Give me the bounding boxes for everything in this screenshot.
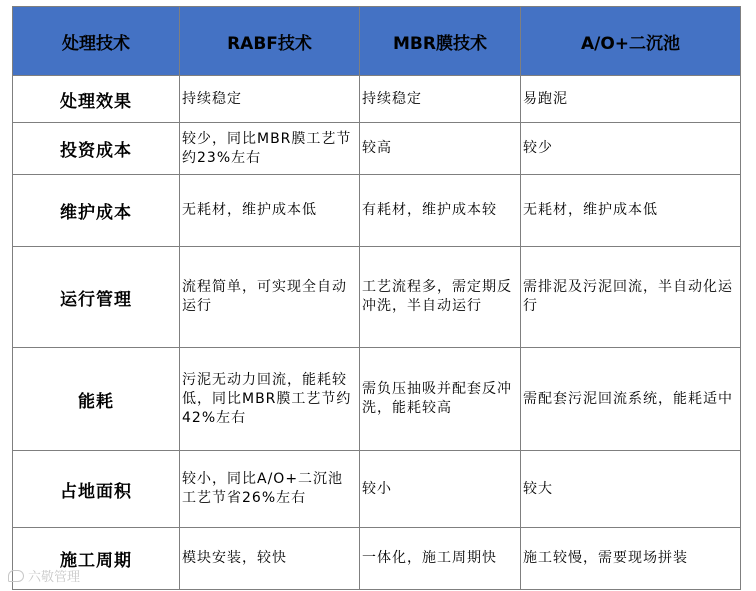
table-cell: 无耗材，维护成本低 bbox=[180, 175, 360, 247]
row-label: 处理效果 bbox=[13, 76, 180, 123]
table-cell: 一体化，施工周期快 bbox=[360, 528, 521, 590]
row-label: 投资成本 bbox=[13, 123, 180, 175]
table-cell: 较高 bbox=[360, 123, 521, 175]
table-cell: 较小，同比A/O+二沉池工艺节省26%左右 bbox=[180, 451, 360, 528]
table-cell: 较大 bbox=[521, 451, 741, 528]
row-label: 能耗 bbox=[13, 348, 180, 451]
table-cell: 需负压抽吸并配套反冲洗，能耗较高 bbox=[360, 348, 521, 451]
table-cell: 易跑泥 bbox=[521, 76, 741, 123]
table-row bbox=[13, 76, 741, 123]
table-cell: 有耗材，维护成本较 bbox=[360, 175, 521, 247]
row-label: 施工周期 bbox=[13, 528, 180, 590]
table-row bbox=[13, 528, 741, 590]
table-cell: 需配套污泥回流系统，能耗适中 bbox=[521, 348, 741, 451]
table-cell: 模块安装，较快 bbox=[180, 528, 360, 590]
header-cell-rabf: RABF技术 bbox=[180, 7, 360, 76]
watermark bbox=[8, 566, 80, 585]
table-cell: 持续稳定 bbox=[360, 76, 521, 123]
row-label: 占地面积 bbox=[13, 451, 180, 528]
chat-bubble-icon bbox=[8, 570, 24, 582]
table-cell: 需排泥及污泥回流，半自动化运行 bbox=[521, 247, 741, 348]
watermark-text: 六敬管理 bbox=[28, 570, 81, 585]
table-row bbox=[13, 175, 741, 247]
table-cell: 持续稳定 bbox=[180, 76, 360, 123]
row-label: 运行管理 bbox=[13, 247, 180, 348]
table-cell: 较少，同比MBR膜工艺节约23%左右 bbox=[180, 123, 360, 175]
table-row bbox=[13, 348, 741, 451]
header-row bbox=[13, 7, 741, 76]
table-cell: 较小 bbox=[360, 451, 521, 528]
table-cell: 较少 bbox=[521, 123, 741, 175]
table-cell: 流程简单，可实现全自动运行 bbox=[180, 247, 360, 348]
table-cell: 工艺流程多，需定期反冲洗，半自动运行 bbox=[360, 247, 521, 348]
table-cell: 无耗材，维护成本低 bbox=[521, 175, 741, 247]
header-cell-mbr: MBR膜技术 bbox=[360, 7, 521, 76]
header-cell-ao: A/O+二沉池 bbox=[521, 7, 741, 76]
comparison-table bbox=[12, 6, 741, 590]
table-row bbox=[13, 123, 741, 175]
table-cell: 施工较慢，需要现场拼装 bbox=[521, 528, 741, 590]
table-cell: 污泥无动力回流，能耗较低，同比MBR膜工艺节约42%左右 bbox=[180, 348, 360, 451]
row-label: 维护成本 bbox=[13, 175, 180, 247]
header-cell-technology: 处理技术 bbox=[13, 7, 180, 76]
table-row bbox=[13, 247, 741, 348]
table-row bbox=[13, 451, 741, 528]
